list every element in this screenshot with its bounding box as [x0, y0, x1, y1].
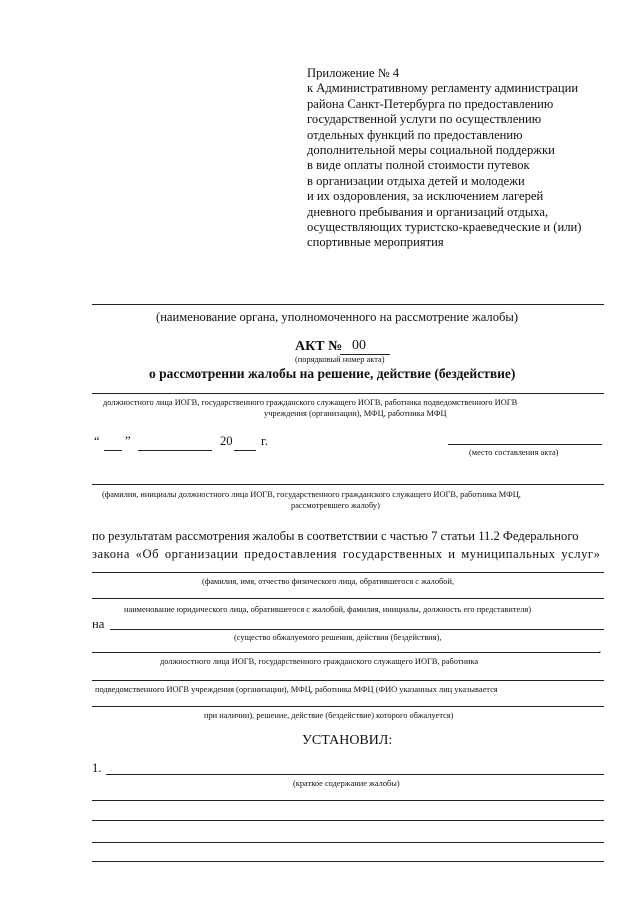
- appendix-line: к Административному регламенту администрации: [307, 81, 579, 96]
- summary-caption: (краткое содержание жалобы): [293, 779, 400, 788]
- appendix-line: отдельных функций по предоставлению: [307, 127, 523, 142]
- date-year-line: [234, 450, 256, 451]
- act-number-caption: (порядковый номер акта): [295, 355, 385, 364]
- official2-fill-line: [92, 652, 600, 653]
- appendix-line: Приложение № 4: [307, 66, 400, 80]
- date-close-quote: ”: [125, 434, 131, 448]
- legal-caption: наименование юридического лица, обратившегося с жалобой, фамилия, инициалы, должность его представителя): [124, 605, 532, 614]
- appendix-block: [307, 66, 581, 251]
- legal-fill-line: [92, 598, 604, 599]
- date-month-line: [138, 450, 212, 451]
- appendix-line: дневного пребывания и организаций отдыха,: [307, 204, 549, 219]
- date-open-quote: “: [94, 434, 100, 448]
- summary-fill-line: [106, 774, 604, 775]
- appendix-line: осуществляющих туристско-краеведческие и (или): [307, 220, 582, 235]
- presence-fill-line: [92, 706, 604, 707]
- appendix-line: и их оздоровления, за исключением лагерей: [307, 189, 544, 204]
- essence-caption: (существо обжалуемого решения, действия (бездействия),: [234, 633, 442, 642]
- authority-caption: (наименование органа, уполномоченного на рассмотрение жалобы): [156, 310, 519, 324]
- act-subtitle: о рассмотрении жалобы на решение, действие (бездействие): [149, 366, 516, 381]
- date-year-prefix: 20: [220, 434, 233, 448]
- applicant-caption: (фамилия, имя, отчество физического лица, обратившегося с жалобой,: [202, 577, 455, 586]
- date-year-suffix: г.: [261, 434, 268, 448]
- item-number: 1.: [92, 761, 102, 775]
- essence-fill-line: [110, 629, 604, 630]
- official-caption-1: должностного лица ИОГВ, государственного гражданского служащего ИОГВ, работника подведомственного ИОГВ: [103, 398, 518, 407]
- established-heading: УСТАНОВИЛ:: [302, 733, 393, 748]
- official-fill-line: [92, 393, 604, 394]
- official2-caption: должностного лица ИОГВ, государственного гражданского служащего ИОГВ, работника: [160, 657, 479, 666]
- place-fill-line: [448, 444, 602, 445]
- presence-caption: при наличии), решение, действие (бездействие) которого обжалуется): [204, 711, 454, 720]
- date-day-line: [104, 450, 122, 451]
- act-prefix: АКТ №: [295, 339, 343, 354]
- person-caption-1: (фамилия, инициалы должностного лица ИОГВ, государственного гражданского служащего ИОГВ, работника МФЦ,: [102, 490, 521, 499]
- person-fill-line: [92, 484, 604, 485]
- blank-line: [92, 861, 604, 862]
- blank-line: [92, 820, 604, 821]
- subordinate-fill-line: [92, 680, 604, 681]
- act-number: 00: [352, 338, 366, 353]
- subordinate-caption: подведомственного ИОГВ учреждения (организации), МФЦ, работника МФЦ (ФИО указанных лиц указывается: [95, 685, 498, 694]
- authority-fill-line: [92, 304, 604, 305]
- trailing-comma: ,: [599, 645, 602, 654]
- act-title: [295, 339, 342, 355]
- on-label: на: [92, 617, 105, 631]
- applicant-fill-line: [92, 572, 604, 573]
- person-caption-2: рассмотревшего жалобу): [291, 501, 380, 510]
- appendix-line: дополнительной меры социальной поддержки: [307, 143, 555, 158]
- blank-line: [92, 842, 604, 843]
- appendix-line: района Санкт-Петербурга по предоставлению: [307, 96, 554, 111]
- appendix-line: в виде оплаты полной стоимости путевок: [307, 158, 530, 173]
- blank-line: [92, 800, 604, 801]
- appendix-line: спортивные мероприятия: [307, 235, 444, 250]
- appendix-line: в организации отдыха детей и молодежи: [307, 173, 525, 188]
- appendix-line: государственной услуги по осуществлению: [307, 112, 542, 127]
- results-line-1: по результатам рассмотрения жалобы в соответствии с частью 7 статьи 11.2 Федерального: [92, 529, 579, 543]
- official-caption-2: учреждения (организации), МФЦ, работника МФЦ: [264, 409, 447, 418]
- place-caption: (место составления акта): [469, 448, 559, 457]
- results-line-2: закона «Об организации предоставления государственных и муниципальных услуг»: [92, 547, 601, 561]
